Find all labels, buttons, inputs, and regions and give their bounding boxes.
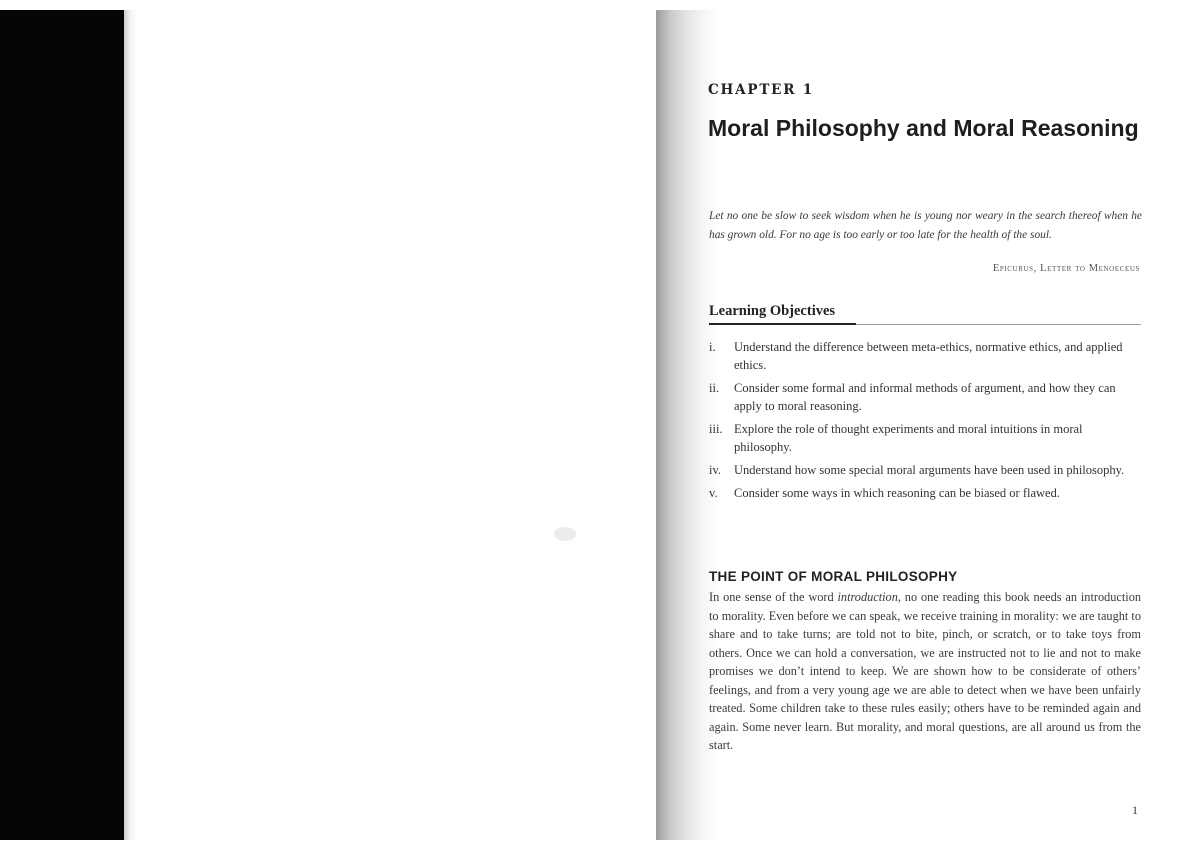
list-item-number: i. — [709, 340, 716, 354]
page-number: 1 — [1132, 803, 1138, 817]
section-heading: THE POINT OF MORAL PHILOSOPHY — [709, 569, 958, 584]
learning-objectives-heading: Learning Objectives — [709, 303, 836, 319]
list-item — [709, 484, 1141, 502]
list-item-number: v. — [709, 486, 718, 500]
list-item-number: iv. — [709, 463, 722, 477]
chapter-title: Moral Philosophy and Moral Reasoning — [708, 115, 1139, 141]
epigraph-quote: Let no one be slow to seek wisdom when he is young nor weary in the search thereof when he has grown old. For no age is too early or too late for the health of the soul. — [709, 210, 1142, 241]
paragraph-emphasis: introduction — [837, 590, 898, 604]
paragraph-start: In one sense of the word — [709, 590, 838, 604]
list-item — [709, 338, 1141, 374]
list-item — [709, 379, 1141, 415]
left-blank-page — [124, 10, 656, 840]
page-smudge — [554, 527, 576, 541]
list-item-text: Consider some ways in which reasoning can be biased or flawed. — [734, 486, 1060, 500]
list-item-number: ii. — [709, 381, 720, 395]
body-paragraph — [709, 588, 1141, 755]
list-item — [709, 461, 1141, 479]
paragraph-rest: , no one reading this book needs an introduction to morality. Even before we can speak, we receive training in morality: we are taught to share and to take turns; are told not to bite, pinch, or scratch, or to take toys from others. Once we can hold a conversation, we are instructed not to lie and not to make promises we don’t intend to keep. We are shown how to be considerate of others’ feelings, and from a very young age we are able to detect when we have been unfairly treated. Some children take to these rules easily; others have to be reminded again and again. Some never learn. But morality, and moral questions, are all around us from the start. — [709, 590, 1142, 753]
scan-black-edge — [0, 10, 124, 840]
list-item-number: iii. — [709, 422, 723, 436]
list-item-text: Explore the role of thought experiments and moral intuitions in moral philosophy. — [734, 422, 1083, 454]
list-item-text: Understand how some special moral arguments have been used in philosophy. — [734, 463, 1125, 477]
heading-rule-accent — [709, 323, 856, 325]
learning-objectives-list — [709, 338, 1141, 507]
list-item-text: Consider some formal and informal methods of argument, and how they can apply to moral reasoning. — [734, 381, 1116, 413]
chapter-label: CHAPTER 1 — [708, 82, 814, 98]
list-item-text: Understand the difference between meta-ethics, normative ethics, and applied ethics. — [734, 340, 1123, 372]
list-item — [709, 420, 1141, 456]
epigraph-attribution: Epicurus, Letter to Menoeceus — [992, 263, 1140, 274]
